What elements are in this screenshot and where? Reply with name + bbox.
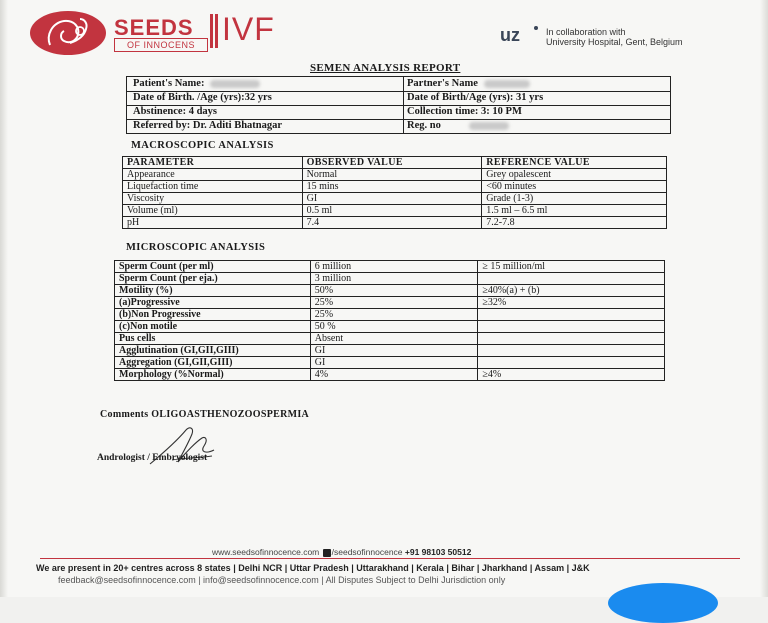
table-row (115, 333, 665, 345)
footer-divider (40, 558, 740, 559)
parameter-cell: Pus cells (115, 333, 311, 345)
reference-cell (478, 321, 665, 333)
observed-cell: 3 million (310, 273, 478, 285)
column-header: REFERENCE VALUE (482, 157, 667, 169)
footer-feedback: feedback@seedsofinnocence.com | info@seedsofinnocence.com | All Disputes Subject to Delhi Jurisdiction only (58, 575, 506, 585)
microscopic-title: MICROSCOPIC ANALYSIS (126, 242, 266, 253)
parameter-cell: Motility (%) (115, 285, 311, 297)
table-row (115, 285, 665, 297)
table-row (115, 345, 665, 357)
collaboration-line: In collaboration with (546, 27, 626, 37)
observed-cell: Absent (310, 333, 478, 345)
brand-divider (210, 14, 213, 48)
table-row (115, 261, 665, 273)
column-header: OBSERVED VALUE (302, 157, 482, 169)
brand-divider (215, 14, 218, 48)
seeds-logo-icon (30, 11, 106, 55)
table-row (115, 321, 665, 333)
patient-name-label: Patient's Name: (133, 78, 205, 89)
chat-bubble-button[interactable] (608, 583, 718, 623)
facebook-icon (323, 549, 331, 557)
reference-cell: ≥40%(a) + (b) (478, 285, 665, 297)
table-row (123, 205, 667, 217)
signature-label: Andrologist / Embryologist (97, 453, 208, 463)
reference-cell: 1.5 ml – 6.5 ml (482, 205, 667, 217)
observed-cell: 25% (310, 297, 478, 309)
parameter-cell: (a)Progressive (115, 297, 311, 309)
observed-cell: GI (302, 193, 482, 205)
patient-dob-age: Date of Birth. /Age (yrs):32 yrs (133, 92, 272, 103)
table-header-row (123, 157, 667, 169)
observed-cell: 50% (310, 285, 478, 297)
reference-cell (478, 273, 665, 285)
footer-website: www.seedsofinnocence.com (212, 547, 320, 557)
parameter-cell: Viscosity (123, 193, 303, 205)
collaboration-note (546, 27, 683, 47)
reference-cell: <60 minutes (482, 181, 667, 193)
parameter-cell: Liquefaction time (123, 181, 303, 193)
reference-cell: ≥32% (478, 297, 665, 309)
footer-contact (212, 547, 471, 557)
partner-name-label: Partner's Name (407, 78, 478, 89)
table-row (115, 309, 665, 321)
reference-cell: ≥4% (478, 369, 665, 381)
parameter-cell: Appearance (123, 169, 303, 181)
parameter-cell: Aggregation (GI,GII,GIII) (115, 357, 311, 369)
uz-logo-dot (534, 26, 538, 30)
table-row (123, 181, 667, 193)
collaboration-hospital: University Hospital, Gent, Belgium (546, 37, 683, 47)
reference-cell: Grey opalescent (482, 169, 667, 181)
reference-cell (478, 333, 665, 345)
partner-name-field (407, 78, 530, 89)
table-row (115, 357, 665, 369)
observed-cell: 0.5 ml (302, 205, 482, 217)
observed-cell: GI (310, 357, 478, 369)
reference-cell: 7.2-7.8 (482, 217, 667, 229)
brand-ivf: IVF (222, 11, 275, 47)
observed-cell: 7.4 (302, 217, 482, 229)
parameter-cell: Agglutination (GI,GII,GIII) (115, 345, 311, 357)
table-row (115, 369, 665, 381)
observed-cell: 25% (310, 309, 478, 321)
parameter-cell: Sperm Count (per eja.) (115, 273, 311, 285)
reg-no-field (407, 120, 509, 131)
redacted-reg-no (469, 122, 509, 130)
reference-cell (478, 309, 665, 321)
redacted-patient-name (210, 80, 260, 88)
report-title: SEMEN ANALYSIS REPORT (310, 62, 461, 74)
table-row (123, 193, 667, 205)
macroscopic-table (122, 156, 667, 229)
observed-cell: 50 % (310, 321, 478, 333)
observed-cell: 15 mins (302, 181, 482, 193)
reference-cell: Grade (1-3) (482, 193, 667, 205)
reference-cell: ≥ 15 million/ml (478, 261, 665, 273)
referred-by: Referred by: Dr. Aditi Bhatnagar (133, 120, 283, 131)
signature-scribble-icon (142, 424, 232, 475)
parameter-cell: Sperm Count (per ml) (115, 261, 311, 273)
observed-cell: Normal (302, 169, 482, 181)
table-row (115, 297, 665, 309)
parameter-cell: Volume (ml) (123, 205, 303, 217)
observed-cell: 4% (310, 369, 478, 381)
brand-name: SEEDS (114, 15, 194, 40)
collection-time: Collection time: 3: 10 PM (407, 106, 522, 117)
brand-subtitle: OF INNOCENS (114, 38, 208, 52)
footer-social: /seedsofinnocence (331, 547, 403, 557)
table-row (123, 169, 667, 181)
comments: Comments OLIGOASTHENOZOOSPERMIA (100, 409, 310, 420)
parameter-cell: (b)Non Progressive (115, 309, 311, 321)
page-edge-left (0, 0, 8, 597)
parameter-cell: (c)Non motile (115, 321, 311, 333)
uz-logo-icon: uz (500, 25, 520, 45)
parameter-cell: pH (123, 217, 303, 229)
partner-dob-age: Date of Birth/Age (yrs): 31 yrs (407, 92, 544, 103)
patient-info-table (126, 76, 671, 134)
reg-no-label: Reg. no (407, 120, 441, 131)
microscopic-table (114, 260, 665, 381)
table-row (123, 217, 667, 229)
page-edge-right (760, 0, 768, 597)
abstinence: Abstinence: 4 days (133, 106, 218, 117)
patient-name-field (133, 78, 260, 89)
footer-presence: We are present in 20+ centres across 8 states | Delhi NCR | Uttar Pradesh | Uttarakhand | Kerala | Bihar | Jharkhand | Assam | J&K (36, 563, 590, 573)
column-header: PARAMETER (123, 157, 303, 169)
footer-phone: +91 98103 50512 (404, 547, 472, 557)
observed-cell: 6 million (310, 261, 478, 273)
redacted-partner-name (484, 80, 530, 88)
reference-cell (478, 345, 665, 357)
table-row (115, 273, 665, 285)
reference-cell (478, 357, 665, 369)
macroscopic-title: MACROSCOPIC ANALYSIS (131, 140, 274, 151)
parameter-cell: Morphology (%Normal) (115, 369, 311, 381)
observed-cell: GI (310, 345, 478, 357)
